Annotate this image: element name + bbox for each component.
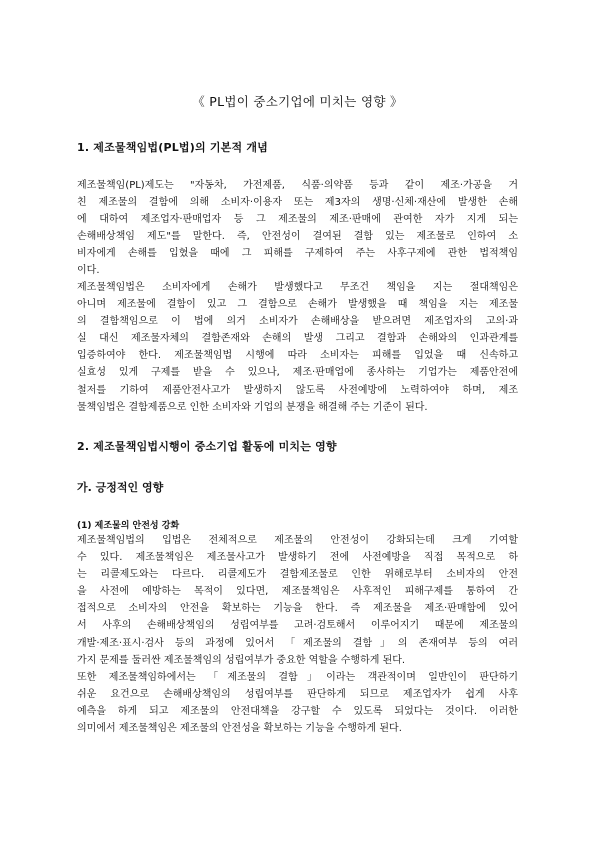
paragraph-line: 에 대하여 제조업자·판매업자 등 그 제조물의 제조·판매에 관여한 자가 지게 되는	[77, 214, 518, 226]
section-2-heading: 2. 제조물책임법시행이 중소기업 활동에 미치는 영향	[77, 440, 337, 453]
paragraph-line: 접적으로 소비자의 안전을 확보하는 기능을 한다. 즉 제조물을 제조·판매함에 있어	[77, 603, 518, 615]
paragraph-line: 개발·제조·표시·검사 등의 과정에 있어서 「제조물의 결함」의 존재여부 등의 여러	[77, 637, 518, 649]
paragraph-line: 실 대신 제조물자체의 결함존재와 손해의 발생 그리고 결함과 손해와의 인과관계를	[77, 333, 518, 345]
paragraph-line: 철저를 기하여 제품안전사고가 발생하지 않도록 사전예방에 노력하여야 하며, 제조	[77, 384, 518, 396]
paragraph-line: 예측을 하게 되고 제조물의 안전대책을 강구할 수 있도록 되었다는 것이다. 이러한	[77, 706, 518, 718]
section-1-heading: 1. 제조물책임법(PL법)의 기본적 개념	[77, 141, 268, 154]
paragraph-line: 을 사전에 예방하는 목적이 있다면, 제조물책임은 사후적인 피해구제를 통하여 간	[77, 586, 518, 598]
paragraph-line: 비자에게 손해를 입혔을 때에 그 피해를 구제하여 주는 사후구제에 관한 법적책임	[77, 248, 518, 260]
paragraph-line: 친 제조물의 결함에 의해 소비자·이용자 또는 제3자의 생명·신체·재산에 발생한 손해	[77, 197, 518, 209]
paragraph-line: 제조물책임(PL)제도는 "자동차, 가전제품, 식품·의약품 등과 같이 제조·가공을 거	[77, 180, 518, 191]
subsection-1-heading: (1) 제조물의 안전성 강화	[77, 521, 180, 531]
paragraph-line: 손해배상책임 제도"를 말한다. 즉, 안전성이 결여된 결함 있는 제조물로 인하여 소	[77, 231, 518, 243]
paragraph-line: 물책임법은 결함제품으로 인한 소비자와 기업의 분쟁을 해결해 주는 기준이 된다.	[77, 401, 428, 413]
paragraph-line: 는 리콜제도와는 다르다. 리콜제도가 결함제조물로 인한 위해로부터 소비자의 안전	[77, 569, 518, 581]
paragraph-line: 실효성 있게 구제를 받을 수 있으나, 제조·판매업에 종사하는 기업가는 제품안전에	[77, 367, 518, 379]
paragraph-line: 가지 문제를 둘러싼 제조물책임의 성립여부가 중요한 역할을 수행하게 된다.	[77, 654, 406, 666]
paragraph-line: 수 있다. 제조물책임은 제조물사고가 발생하기 전에 사전예방을 직접 목적으로 하	[77, 552, 518, 564]
subsection-a-heading: 가. 긍정적인 영향	[77, 481, 164, 494]
paragraph-line: 아니며 제조물에 결함이 있고 그 결함으로 손해가 발생했을 때 책임을 지는 제조물	[77, 299, 518, 311]
paragraph-line: 의 결함책임으로 이 법에 의거 소비자가 손해배상을 받으려면 제조업자의 고의·과	[77, 316, 518, 328]
paragraph-line: 제조물책임법은 소비자에게 손해가 발생했다고 무조건 책임을 지는 절대책임은	[77, 282, 518, 293]
section-1-paragraph-2	[77, 279, 518, 416]
section-1-paragraph-1	[77, 177, 518, 280]
paragraph-line: 쉬운 요건으로 손해배상책임의 성립여부를 판단하게 되므로 제조업자가 쉽게 사후	[77, 689, 518, 701]
paragraph-line: 서 사후의 손해배상책임의 성립여부를 고려·검토해서 이루어지기 때문에 제조물의	[77, 620, 518, 632]
section-2-paragraph-2	[77, 669, 518, 737]
document-title: 《 PL법이 중소기업에 미치는 영향 》	[192, 94, 403, 109]
paragraph-line: 제조물책임법의 입법은 전체적으로 제조물의 안전성이 강화되는데 크게 기여할	[77, 535, 518, 546]
paragraph-line: 또한 제조물책임하에서는 「제조물의 결함」이라는 객관적이며 일반인이 판단하기	[77, 672, 518, 683]
paragraph-line: 입증하여야 한다. 제조물책임법 시행에 따라 소비자는 피해를 입었을 때 신속하고	[77, 350, 518, 362]
paragraph-line: 이다.	[77, 265, 100, 277]
section-2-paragraph-1	[77, 532, 518, 669]
paragraph-line: 의미에서 제조물책임은 제조물의 안전성을 확보하는 기능을 수행하게 된다.	[77, 723, 402, 735]
